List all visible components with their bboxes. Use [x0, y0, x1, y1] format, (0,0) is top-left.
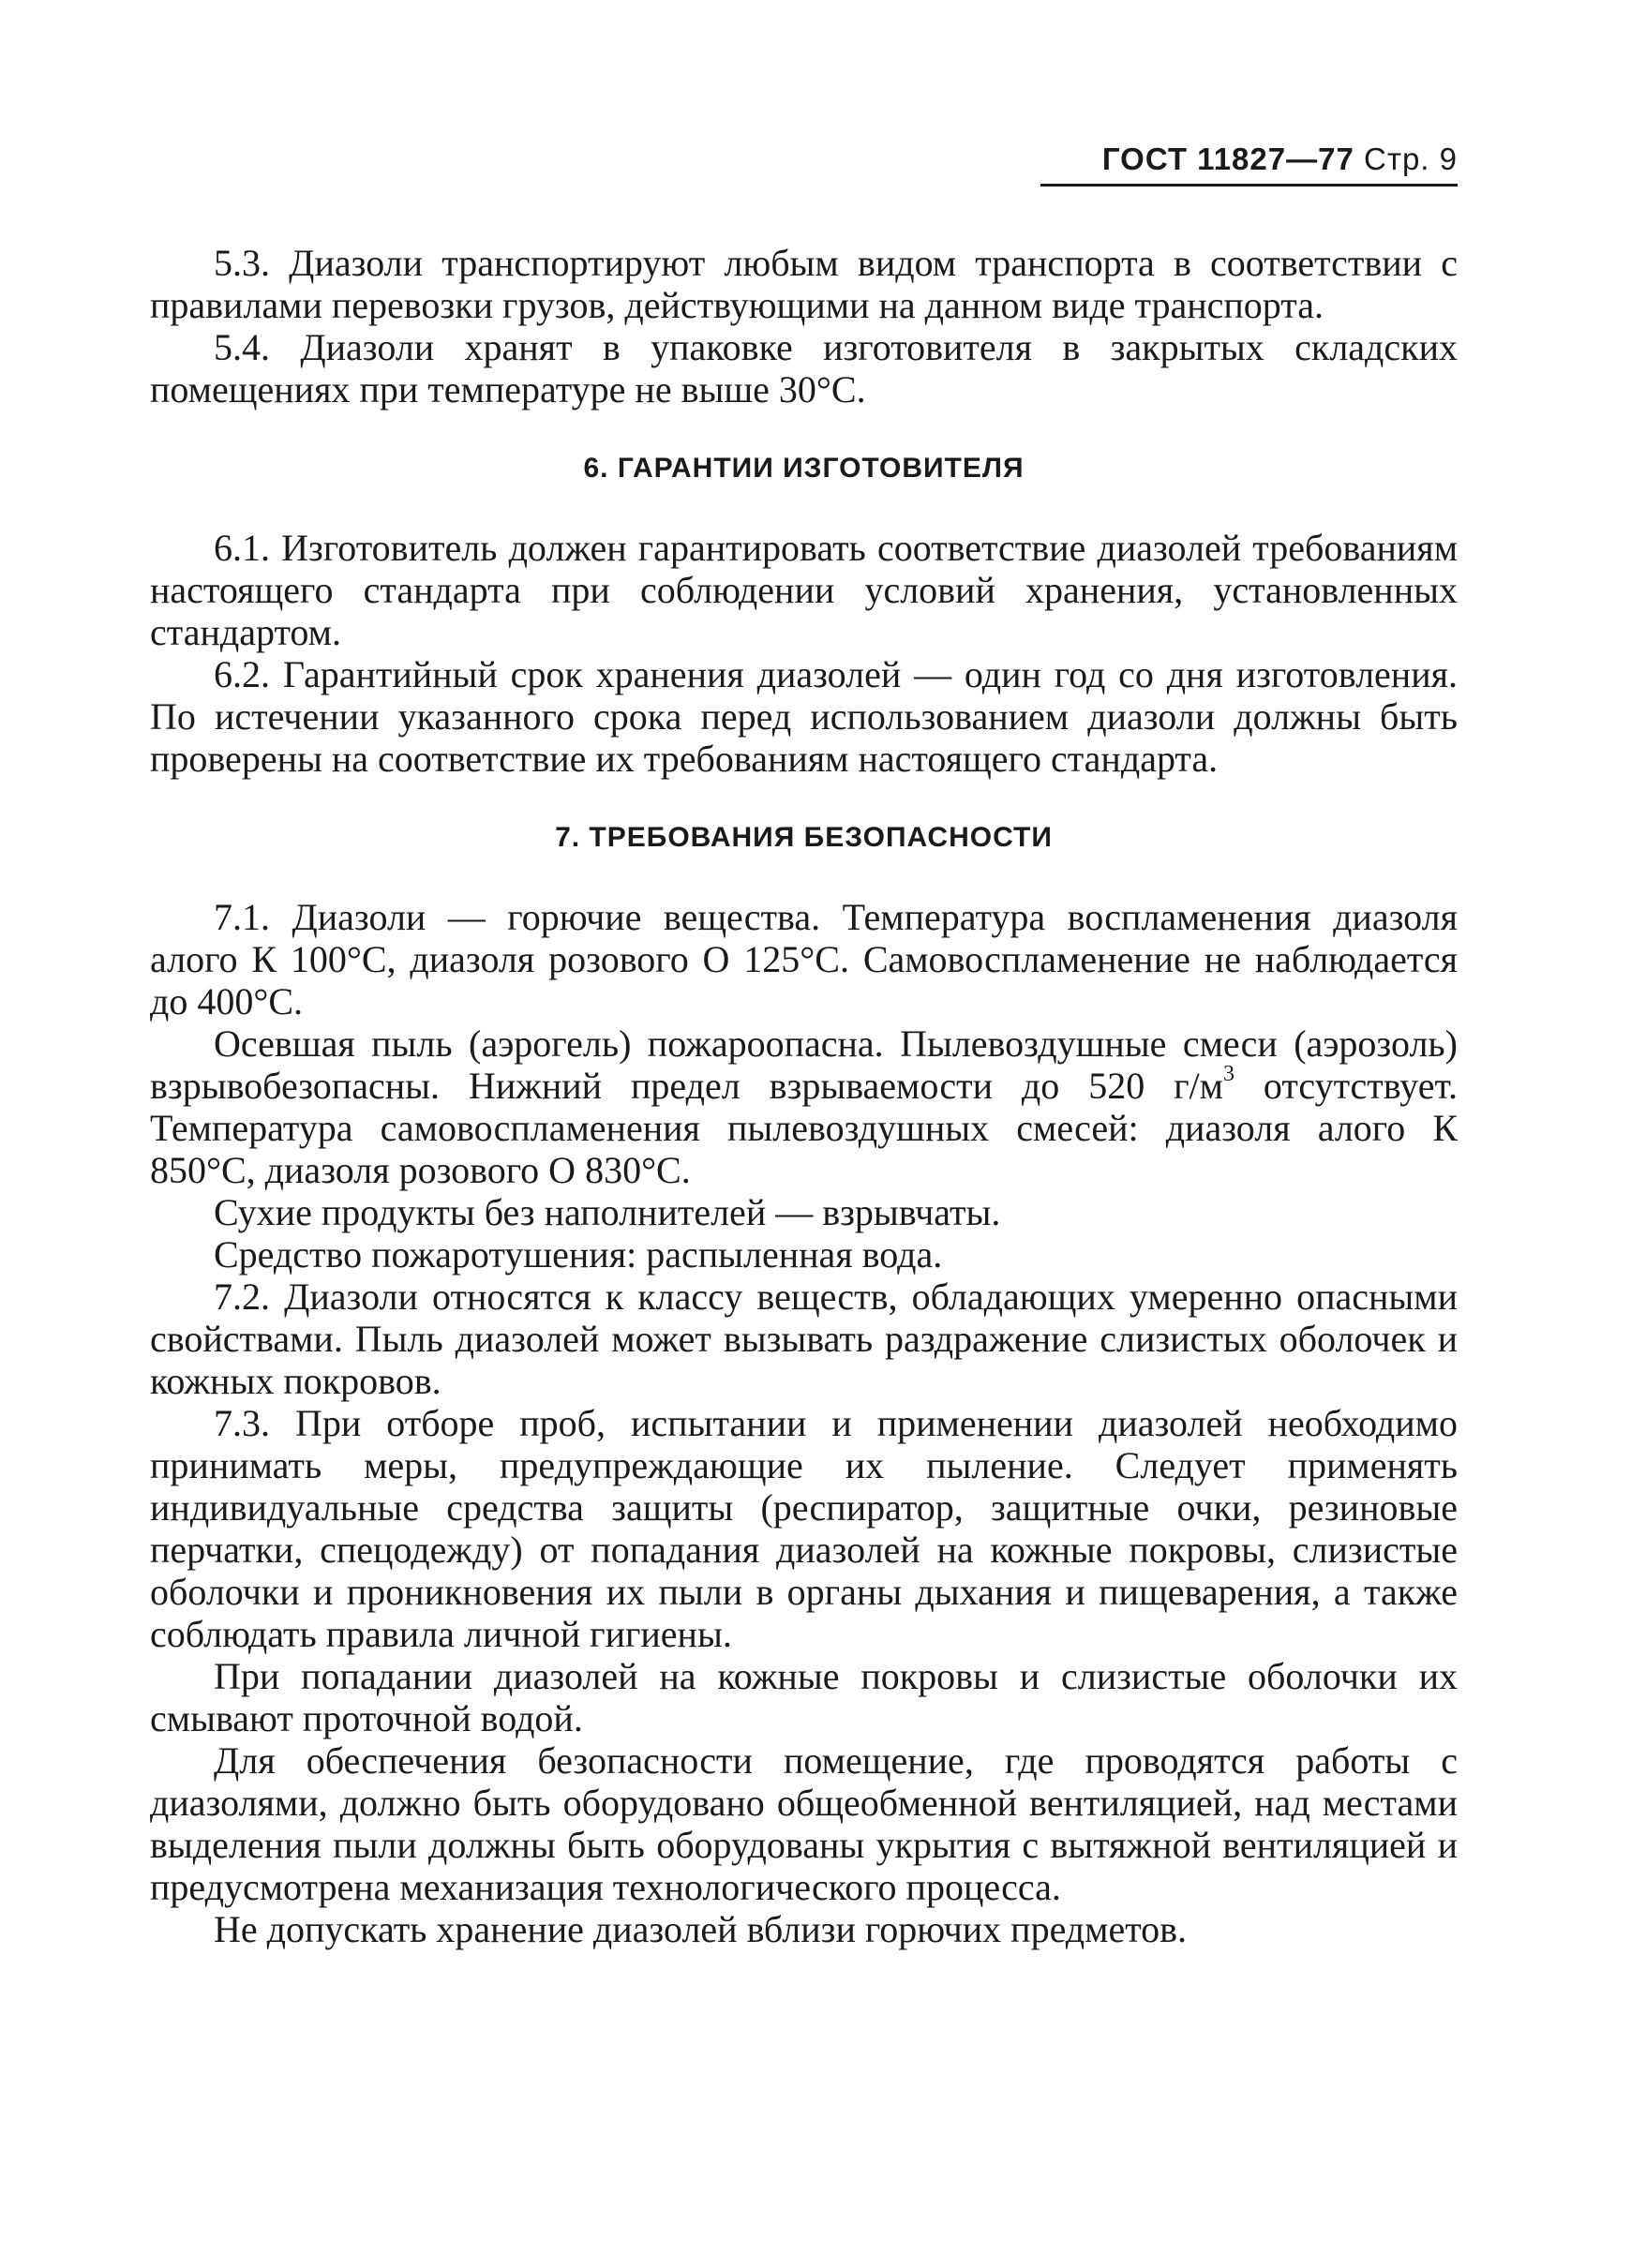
standard-number: ГОСТ 11827—77	[1101, 142, 1354, 176]
paragraph-6-1: 6.1. Изготовитель должен гарантировать соответствие диазолей требованиям настоящего стандарта при соблюдении условий хранения, установленных стандартом.	[150, 527, 1458, 653]
section-title-6: 6. ГАРАНТИИ ИЗГОТОВИТЕЛЯ	[583, 453, 1025, 484]
paragraph-5-4: 5.4. Диазоли хранят в упаковке изготовителя в закрытых складских помещениях при температуре не выше 30°С.	[150, 326, 1458, 410]
paragraph-7-2: 7.2. Диазоли относятся к классу веществ, обладающих умеренно опасными свойствами. Пыль диазолей может вызывать раздражение слизистых оболочек и кожных покровов.	[150, 1276, 1458, 1402]
paragraph-7-1-dust	[150, 1022, 1458, 1191]
paragraph-7-1-dry: Сухие продукты без наполнителей — взрывчаты.	[214, 1191, 1001, 1233]
document-body	[150, 242, 1458, 1950]
paragraph-6-2: 6.2. Гарантийный срок хранения диазолей — один год со дня изготовления. По истечении указанного срока перед использованием диазоли должны быть проверены на соответствие их требованиям настоящего стандарта.	[150, 653, 1458, 780]
page-number: Стр. 9	[1364, 142, 1458, 176]
dust-text-before: Осевшая пыль (аэрогель) пожароопасна. Пылевоздушные смеси (аэрозоль) взрывобезопасны. Нижний предел взрываемости до 520 г/м	[150, 1022, 1458, 1107]
paragraph-7-3-ventilation: Для обеспечения безопасности помещение, где проводятся работы с диазолями, должно быть оборудовано общеобменной вентиляцией, над местами выделения пыли должны быть оборудованы укрытия с вытяжной вентиляцией и предусмотрена механизация технологического процесса.	[150, 1739, 1458, 1908]
paragraph-5-3: 5.3. Диазоли транспортируют любым видом транспорта в соответствии с правилами перевозки грузов, действующими на данном виде транспорта.	[150, 242, 1458, 326]
page-header	[1050, 141, 1458, 178]
section-title-7: 7. ТРЕБОВАНИЯ БЕЗОПАСНОСТИ	[555, 822, 1053, 853]
paragraph-7-3-storage: Не допускать хранение диазолей вблизи горючих предметов.	[214, 1908, 1188, 1950]
paragraph-7-1-extinguish: Средство пожаротушения: распыленная вода.	[214, 1233, 943, 1276]
dust-text-after: отсутствует. Температура самовоспламенения пылевоздушных смесей: диазоля алого К 850°С, диазоля розового О 830°С.	[150, 1065, 1459, 1191]
paragraph-7-1: 7.1. Диазоли — горючие вещества. Температура воспламенения диазоля алого К 100°С, диазоля розового О 125°С. Самовоспламенение не наблюдается до 400°С.	[150, 896, 1458, 1022]
header-rule	[1040, 184, 1458, 187]
paragraph-7-3: 7.3. При отборе проб, испытании и применении диазолей необходимо принимать меры, предупреждающие их пыление. Следует применять индивидуальные средства защиты (респиратор, защитные очки, резиновые перчатки, спецодежду) от попадания диазолей на кожные покровы, слизистые оболочки и проникновения их пыли в органы дыхания и пищеварения, а также соблюдать правила личной гигиены.	[150, 1402, 1458, 1655]
paragraph-7-3-skin: При попадании диазолей на кожные покровы и слизистые оболочки их смывают проточной водой.	[150, 1655, 1458, 1739]
superscript-3: 3	[1222, 1061, 1234, 1086]
